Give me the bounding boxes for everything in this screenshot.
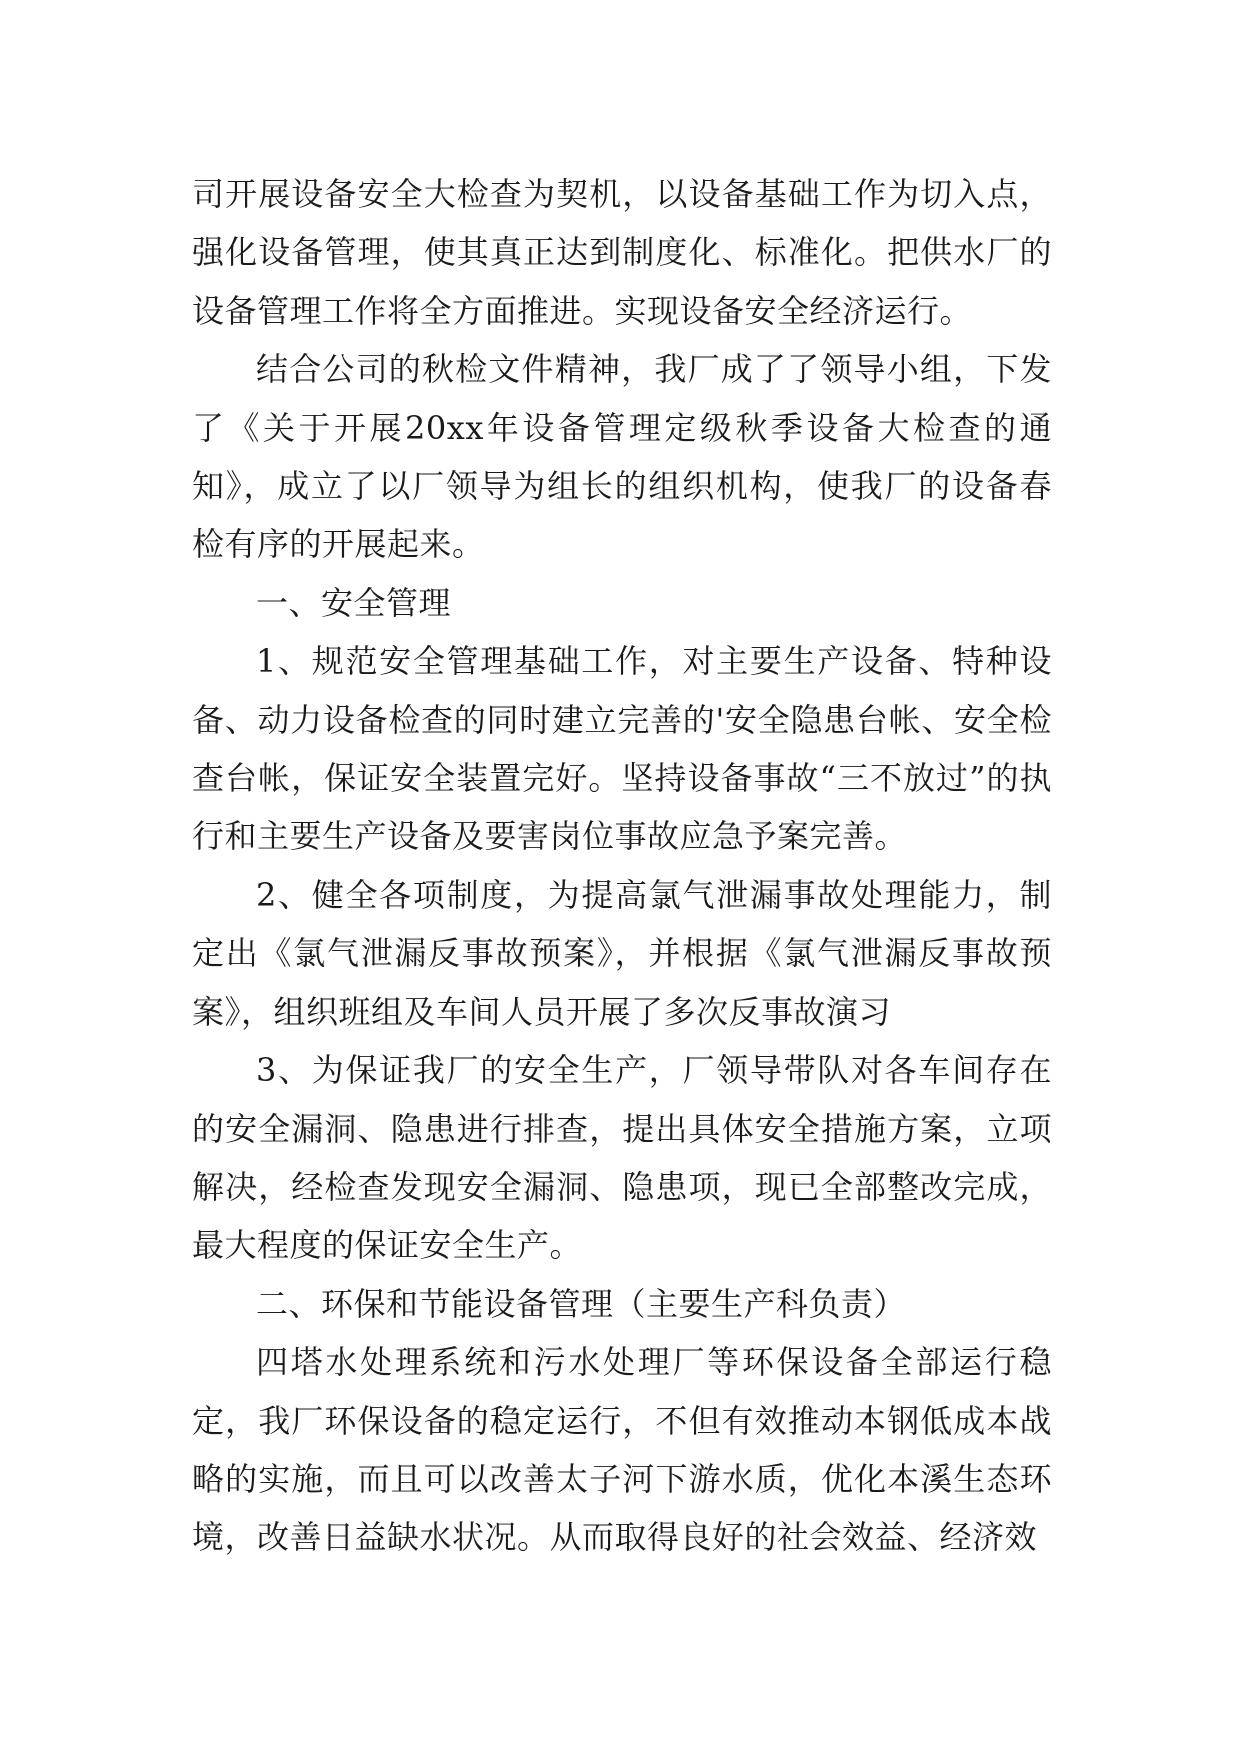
paragraph: 2、健全各项制度，为提高氯气泄漏事故处理能力，制定出《氯气泄漏反事故预案》，并根据《氯气泄漏反事故预案》，组织班组及车间人员开展了多次反事故演习 xyxy=(192,875,1052,1031)
paragraph: 1、规范安全管理基础工作，对主要生产设备、特种设备、动力设备检查的同时建立完善的'安全隐患台帐、安全检查台帐，保证安全装置完好。坚持设备事故“三不放过”的执行和主要生产设备及要害岗位事故应急予案完善。 xyxy=(192,642,1052,856)
paragraph: 司开展设备安全大检查为契机，以设备基础工作为切入点，强化设备管理，使其真正达到制度化、标准化。把供水厂的设备管理工作将全方面推进。实现设备安全经济运行。 xyxy=(192,175,1052,330)
paragraph: 3、为保证我厂的安全生产，厂领导带队对各车间存在的安全漏洞、隐患进行排查，提出具体安全措施方案，立项解决，经检查发现安全漏洞、隐患项，现已全部整改完成，最大程度的保证安全生产。 xyxy=(192,1051,1052,1265)
paragraph: 四塔水处理系统和污水处理厂等环保设备全部运行稳定，我厂环保设备的稳定运行，不但有效推动本钢低成本战略的实施，而且可以改善太子河下游水质，优化本溪生态环境，改善日益缺水状况。从而取得良好的社会效益、经济效 xyxy=(192,1343,1052,1557)
section-heading: 二、环保和节能设备管理（主要生产科负责） xyxy=(256,1284,907,1323)
section-heading: 一、安全管理 xyxy=(256,583,452,622)
document-body xyxy=(192,165,1052,1567)
paragraph: 结合公司的秋检文件精神，我厂成了了领导小组，下发了《关于开展20xx年设备管理定级秋季设备大检查的通知》，成立了以厂领导为组长的组织机构，使我厂的设备春检有序的开展起来。 xyxy=(192,350,1052,564)
